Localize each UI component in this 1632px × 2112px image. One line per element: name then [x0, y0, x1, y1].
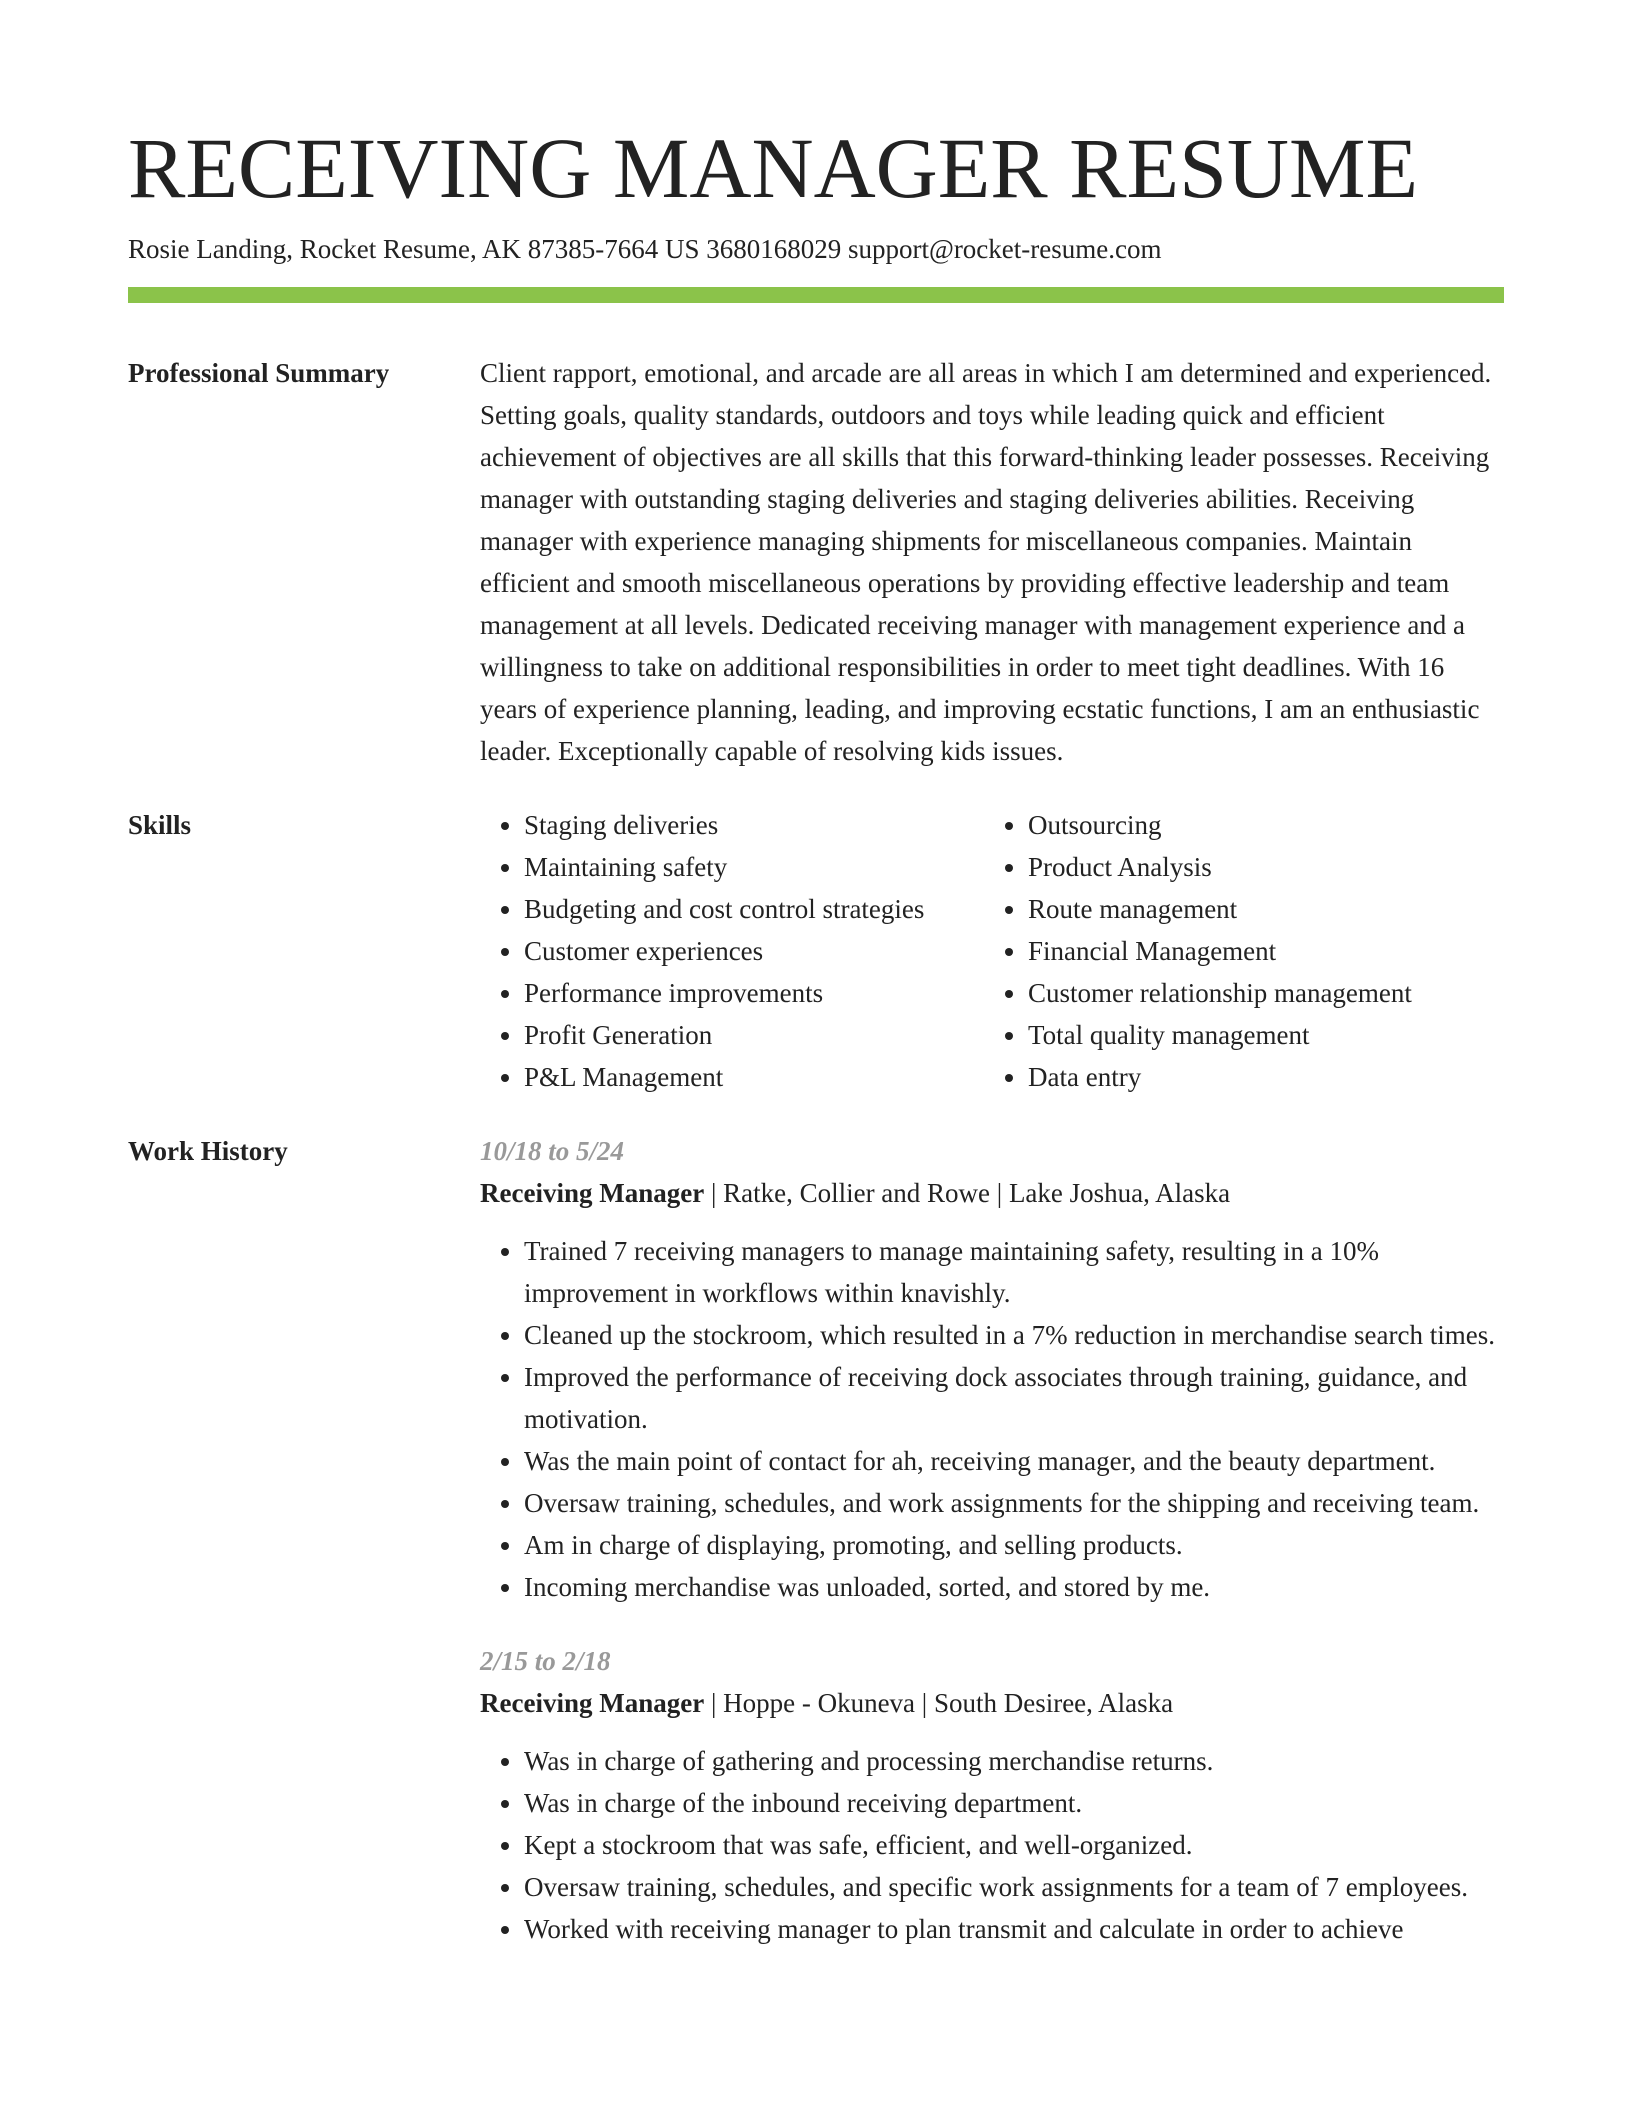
duty-item: • Was in charge of the inbound receiving department. — [524, 1782, 1504, 1824]
duty-item: • Cleaned up the stockroom, which resulted in a 7% reduction in merchandise search times. — [524, 1314, 1504, 1356]
job-title: Receiving Manager — [480, 1178, 705, 1208]
duty-item: • Improved the performance of receiving dock associates through training, guidance, and motivation. — [524, 1356, 1504, 1440]
skills-grid — [480, 804, 1504, 1098]
job-heading — [480, 1682, 1504, 1724]
skill-item: • Customer relationship management — [1028, 972, 1488, 1014]
duty-item: • Incoming merchandise was unloaded, sorted, and stored by me. — [524, 1566, 1504, 1608]
skills-body — [480, 804, 1504, 1098]
contact-line: Rosie Landing, Rocket Resume, AK 87385-7664 US 3680168029 support@rocket-resume.com — [128, 234, 1162, 264]
work-history-body — [480, 1130, 1504, 1950]
job-employer-location: | Ratke, Collier and Rowe | Lake Joshua, Alaska — [704, 1178, 1231, 1208]
skill-item: • Performance improvements — [524, 972, 984, 1014]
job-entry — [480, 1640, 1504, 1950]
summary-section — [128, 352, 1504, 772]
job-duties-list — [480, 1230, 1504, 1608]
skills-heading: Skills — [128, 810, 192, 840]
skill-item: • Budgeting and cost control strategies — [524, 888, 984, 930]
duty-item: • Worked with receiving manager to plan transmit and calculate in order to achieve — [524, 1908, 1504, 1950]
duty-item: • Was in charge of gathering and processing merchandise returns. — [524, 1740, 1504, 1782]
duty-item: • Oversaw training, schedules, and specific work assignments for a team of 7 employees. — [524, 1866, 1504, 1908]
duty-item: • Am in charge of displaying, promoting, and selling products. — [524, 1524, 1504, 1566]
job-title: Receiving Manager — [480, 1688, 705, 1718]
duty-item: • Oversaw training, schedules, and work assignments for the shipping and receiving team. — [524, 1482, 1504, 1524]
skill-item: • Product Analysis — [1028, 846, 1488, 888]
skill-item: • Staging deliveries — [524, 804, 984, 846]
accent-divider — [128, 287, 1504, 303]
skill-item: • Maintaining safety — [524, 846, 984, 888]
resume-page — [128, 0, 1504, 1950]
work-history-section — [128, 1130, 1504, 1950]
job-entry — [480, 1130, 1504, 1608]
skill-item: • Profit Generation — [524, 1014, 984, 1056]
job-duties-list — [480, 1740, 1504, 1950]
skills-list-left — [480, 804, 984, 1098]
skill-item: • Total quality management — [1028, 1014, 1488, 1056]
summary-body — [480, 352, 1504, 772]
job-dates: 10/18 to 5/24 — [480, 1136, 625, 1166]
skills-section — [128, 804, 1504, 1098]
summary-text: Client rapport, emotional, and arcade are all areas in which I am determined and experienced. Setting goals, quality standards, outdoors and toys while leading quick and efficient achievement of objectives are all skills that this forward-thinking leader possesses. Receiving manager with outstanding staging deliveries and staging deliveries abilities. Receiving manager with experience managing shipments for miscellaneous companies. Maintain efficient and smooth miscellaneous operations by providing effective leadership and team management at all levels. Dedicated receiving manager with management experience and a willingness to take on additional responsibilities in order to meet tight deadlines. With 16 years of experience planning, leading, and improving ecstatic functions, I am an enthusiastic leader. Exceptionally capable of resolving kids issues. — [480, 358, 1492, 766]
job-employer-location: | Hoppe - Okuneva | South Desiree, Alaska — [704, 1688, 1174, 1718]
duty-item: • Kept a stockroom that was safe, efficient, and well-organized. — [524, 1824, 1504, 1866]
skill-item: • Data entry — [1028, 1056, 1488, 1098]
job-dates: 2/15 to 2/18 — [480, 1646, 611, 1676]
job-heading — [480, 1172, 1504, 1214]
summary-heading: Professional Summary — [128, 358, 390, 388]
duty-item: • Was the main point of contact for ah, receiving manager, and the beauty department. — [524, 1440, 1504, 1482]
resume-title: RECEIVING MANAGER RESUME — [128, 120, 1418, 216]
skill-item: • Route management — [1028, 888, 1488, 930]
skill-item: • Outsourcing — [1028, 804, 1488, 846]
work-history-heading: Work History — [128, 1136, 288, 1166]
skill-item: • Financial Management — [1028, 930, 1488, 972]
skills-list-right — [984, 804, 1488, 1098]
skill-item: • Customer experiences — [524, 930, 984, 972]
duty-item: • Trained 7 receiving managers to manage maintaining safety, resulting in a 10% improvement in workflows within knavishly. — [524, 1230, 1504, 1314]
skill-item: • P&L Management — [524, 1056, 984, 1098]
